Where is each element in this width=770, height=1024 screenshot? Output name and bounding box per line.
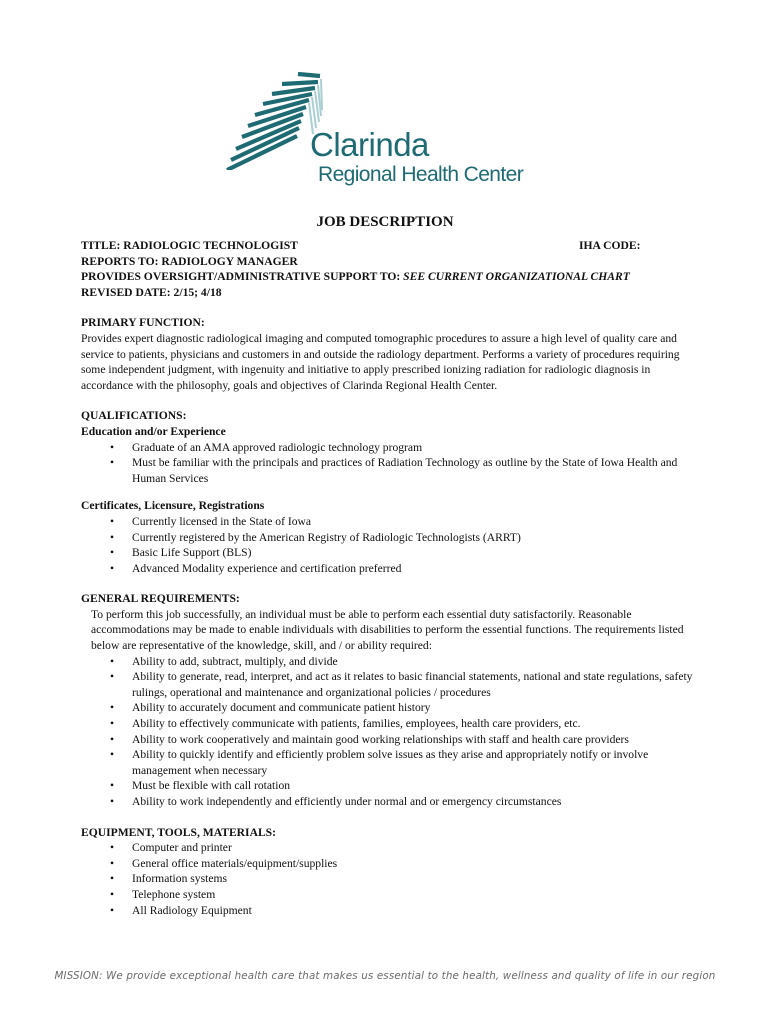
list-item: • All Radiology Equipment: [132, 903, 696, 919]
education-heading: Education and/or Experience: [81, 424, 226, 438]
certs-list: [81, 514, 696, 576]
revised-date: REVISED DATE: 2/15; 4/18: [81, 285, 222, 299]
oversight-label: PROVIDES OVERSIGHT/ADMINISTRATIVE SUPPORT TO:: [81, 270, 401, 284]
logo: [222, 70, 562, 190]
list-item-text: • Ability to quickly identify and efficiently problem solve issues as they arise and appropriately notify or involve: [132, 748, 649, 762]
logo-name: Clarinda: [310, 126, 429, 163]
list-item: • Telephone system: [132, 887, 696, 903]
list-item: • Advanced Modality experience and certification preferred: [132, 561, 696, 577]
job-title: TITLE: RADIOLOGIC TECHNOLOGIST: [81, 239, 298, 252]
list-item: • Ability to generate, read, interpret, and act as it relates to basic financial statements, national and state regulations, safety rulings, operational and maintenance and organizational policies / procedures: [132, 669, 696, 700]
logo-subtitle: Regional Health Center: [318, 163, 524, 186]
list-item: • Currently registered by the American Registry of Radiologic Technologists (ARRT): [132, 530, 696, 546]
list-item: • Ability to add, subtract, multiply, and divide: [132, 654, 696, 670]
list-item: • Basic Life Support (BLS): [132, 545, 696, 561]
list-item: • Ability to work independently and efficiently under normal and or emergency circumstances: [132, 794, 696, 810]
qualifications-heading: QUALIFICATIONS:: [81, 409, 187, 423]
equipment-list: [81, 840, 696, 918]
general-intro: To perform this job successfully, an individual must be able to perform each essential duty satisfactorily. Reasonable accommodations may be made to enable individuals with disabilities to perform the essential functions. The requirements listed below are representative of the knowledge, skill, and / or ability required:: [91, 607, 684, 653]
list-item: • Ability to accurately document and communicate patient history: [132, 700, 696, 716]
list-item: • Information systems: [132, 871, 696, 887]
primary-function-heading: PRIMARY FUNCTION:: [81, 316, 205, 330]
list-item: • Must be familiar with the principals and practices of Radiation Technology as outline by the State of Iowa Health and Human Services: [132, 455, 696, 486]
general-list: [81, 654, 696, 810]
list-item: • Ability to work cooperatively and maintain good working relationships with staff and health care providers: [132, 732, 696, 748]
list-item: • Computer and printer: [132, 840, 696, 856]
list-item: • Must be flexible with call rotation: [132, 778, 696, 794]
document-body: [81, 238, 696, 918]
list-item: • Graduate of an AMA approved radiologic technology program: [132, 440, 696, 456]
list-item: [132, 747, 696, 778]
primary-function-text: Provides expert diagnostic radiological imaging and computed tomographic procedures to assure a high level of quality care and service to patients, physicians and customers in and outside the radiology department. Performs a variety of procedures requiring some independent judgment, with ingenuity and initiative to apply prescribed ionizing radiation for radiologic diagnosis in accordance with the philosophy, goals and objectives of Clarinda Regional Health Center.: [81, 331, 680, 392]
list-item: • Currently licensed in the State of Iowa: [132, 514, 696, 530]
general-requirements-heading: GENERAL REQUIREMENTS:: [81, 592, 240, 606]
list-item: • General office materials/equipment/supplies: [132, 856, 696, 872]
certs-heading: Certificates, Licensure, Registrations: [81, 499, 265, 513]
oversight-value: SEE CURRENT ORGANIZATIONAL CHART: [403, 270, 630, 284]
education-list: [81, 440, 696, 487]
title-line: [81, 238, 696, 254]
mission-footer: MISSION: We provide exceptional health care that makes us essential to the health, wellness and quality of life in our region: [54, 970, 716, 982]
list-item: • Ability to effectively communicate with patients, families, employees, health care providers, etc.: [132, 716, 696, 732]
oversight-line: [81, 269, 696, 285]
iha-code: IHA CODE:: [579, 239, 641, 252]
reports-to: REPORTS TO: RADIOLOGY MANAGER: [81, 254, 298, 268]
equipment-heading: EQUIPMENT, TOOLS, MATERIALS:: [81, 825, 276, 839]
list-item-continuation: management when necessary: [132, 763, 268, 777]
page-title: JOB DESCRIPTION: [316, 214, 454, 230]
